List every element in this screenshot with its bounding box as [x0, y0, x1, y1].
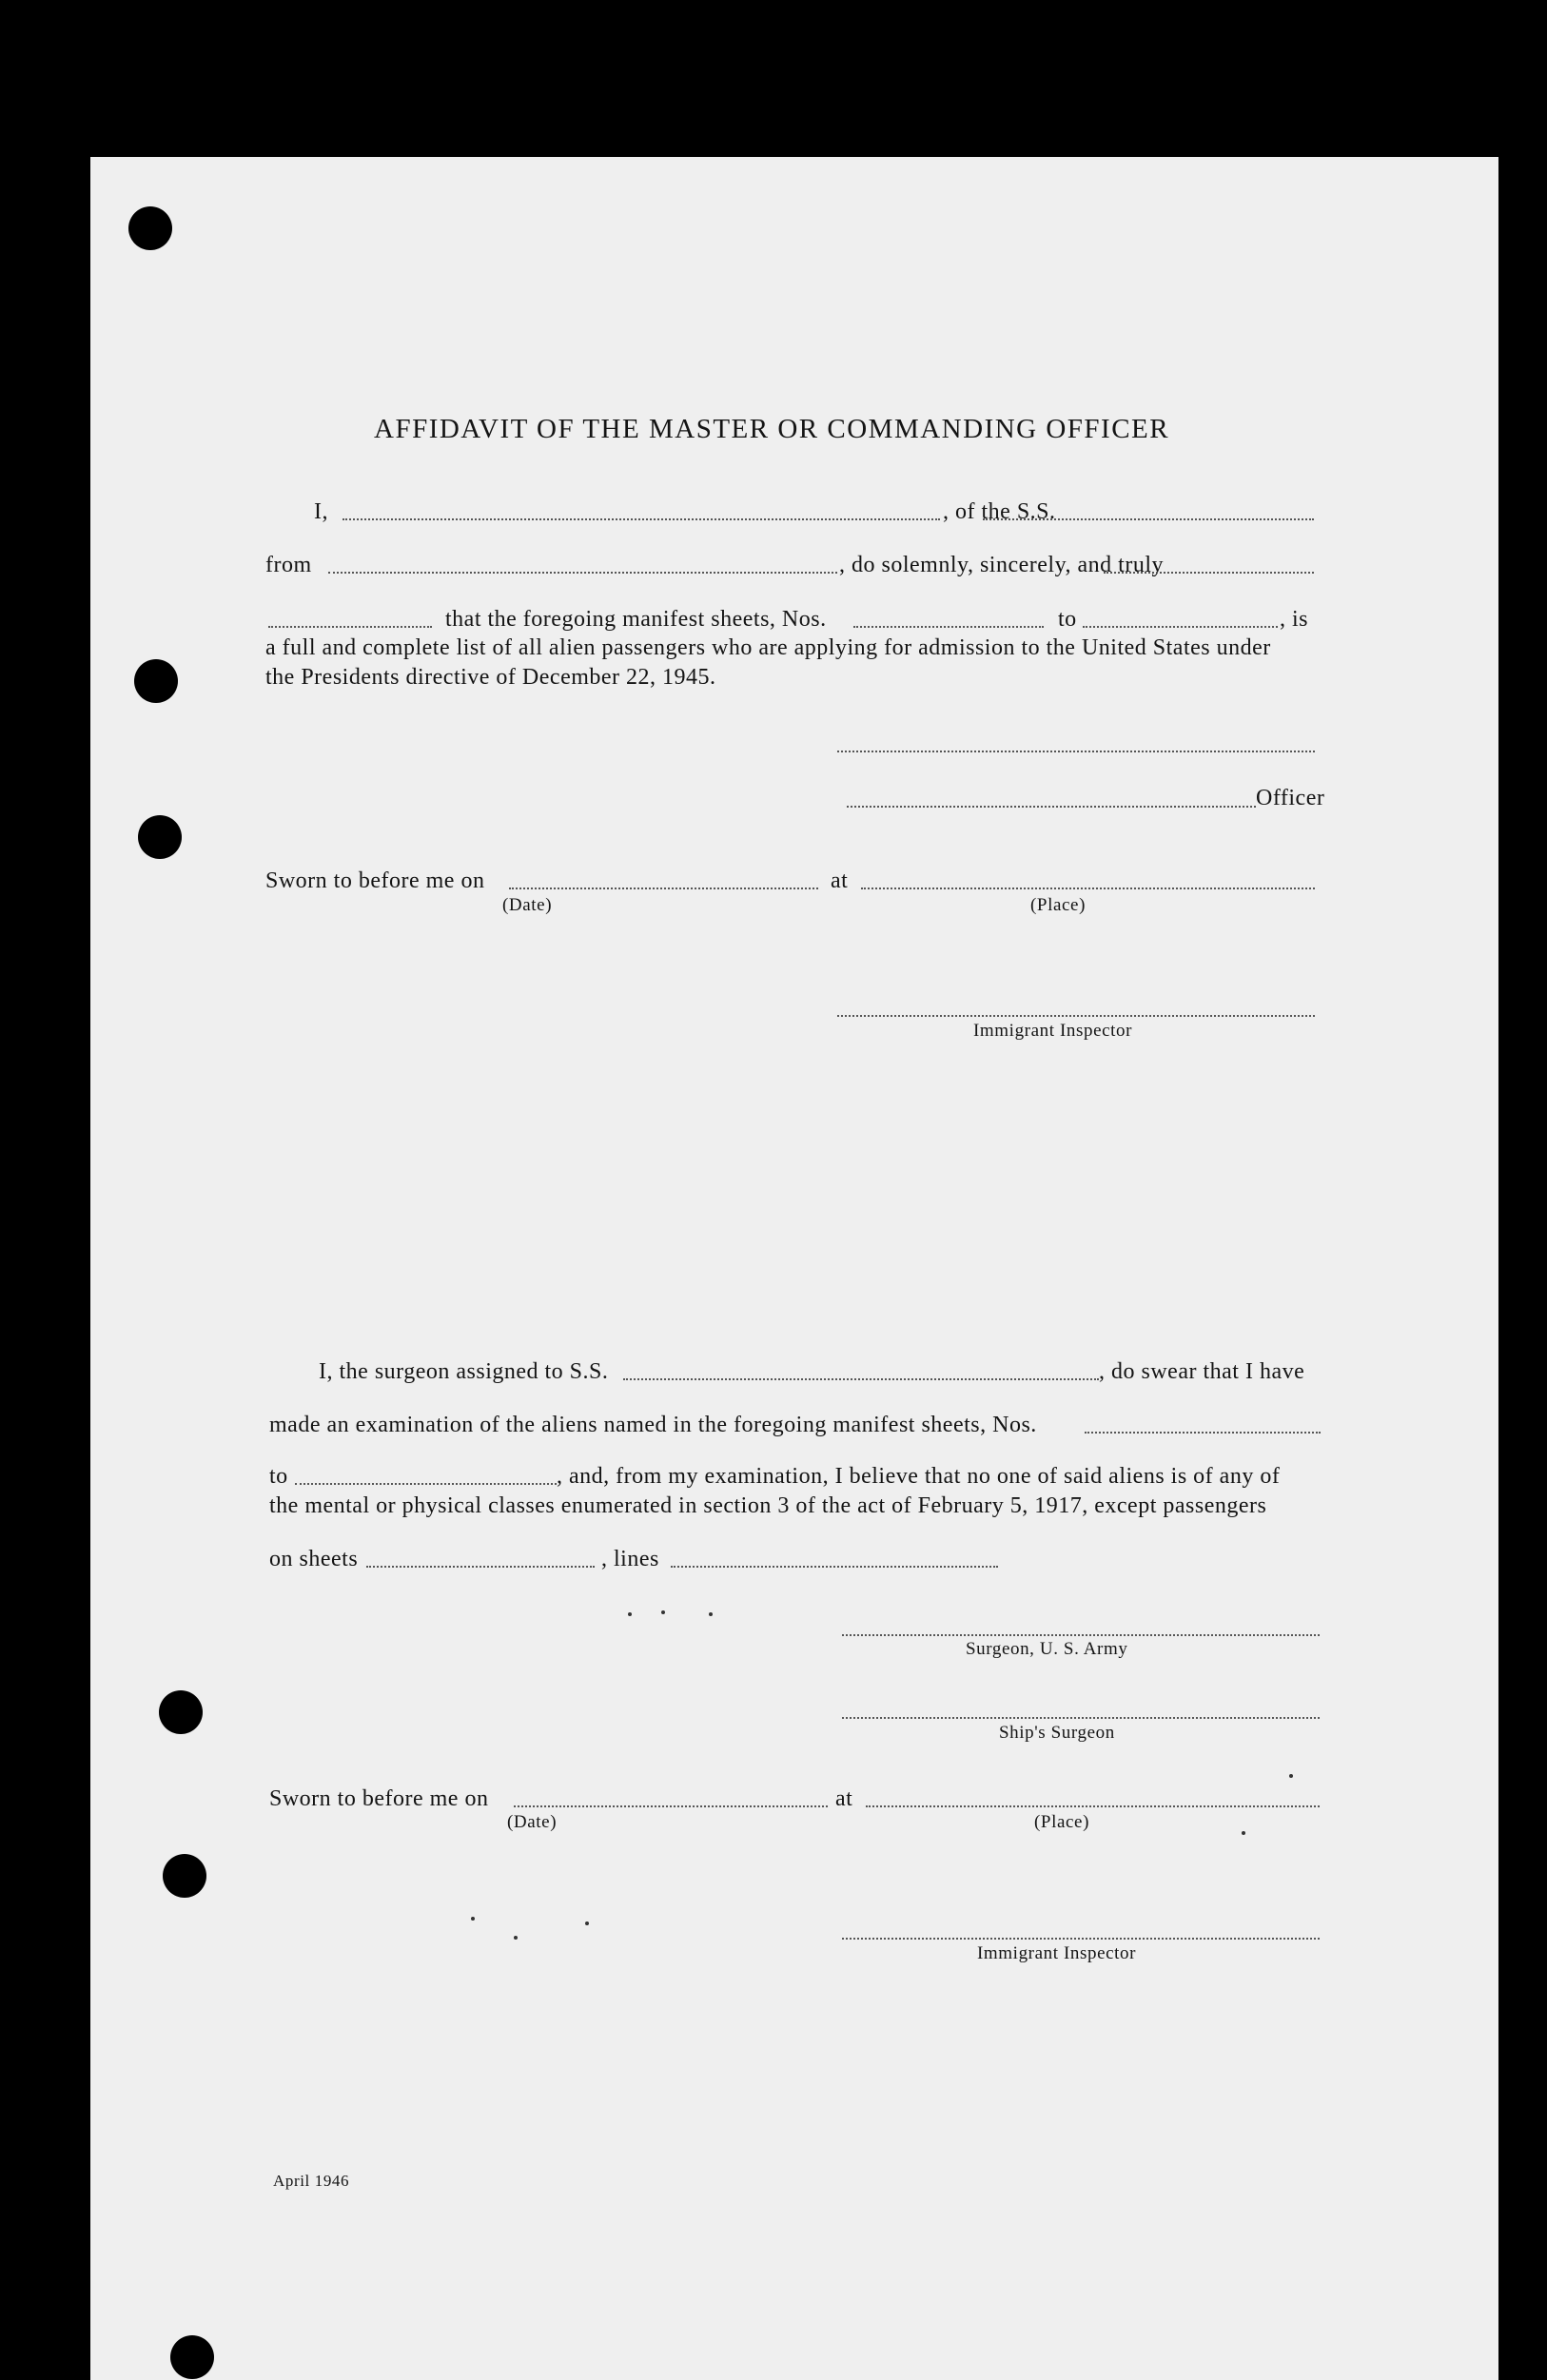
- ships-surgeon-caption: Ship's Surgeon: [999, 1723, 1115, 1743]
- master-solemnly-label: , do solemnly, sincerely, and truly: [839, 553, 1164, 577]
- surgeon-nos-to-field[interactable]: [295, 1483, 557, 1485]
- master-is-label: , is: [1280, 607, 1309, 632]
- surgeon-inspector-caption: Immigrant Inspector: [977, 1943, 1137, 1963]
- punch-hole: [128, 206, 172, 250]
- punch-hole: [163, 1854, 206, 1898]
- ships-surgeon-signature-line[interactable]: [842, 1717, 1320, 1719]
- master-nos-from-field[interactable]: [853, 626, 1044, 628]
- master-from-field[interactable]: [328, 572, 837, 574]
- surgeon-sheets-label: on sheets: [269, 1547, 359, 1571]
- master-statement-line: a full and complete list of all alien passengers who are applying for admission to the United States under: [265, 635, 1271, 660]
- surgeon-assigned-label: I, the surgeon assigned to S.S.: [319, 1359, 609, 1384]
- surgeon-sworn-place-field[interactable]: [866, 1805, 1320, 1807]
- officer-label: Officer: [1256, 786, 1325, 810]
- master-place-caption: (Place): [1030, 895, 1086, 915]
- surgeon-sheets-field[interactable]: [366, 1566, 595, 1568]
- master-oath-field[interactable]: [1104, 572, 1314, 574]
- form-sheet: [90, 157, 1498, 2380]
- master-inspector-signature-line[interactable]: [837, 1015, 1315, 1017]
- master-sworn-date-field[interactable]: [509, 888, 818, 889]
- punch-hole: [134, 659, 178, 703]
- master-to-label: to: [1058, 607, 1077, 632]
- master-sworn-label: Sworn to before me on: [265, 868, 485, 893]
- surgeon-lines-field[interactable]: [671, 1566, 998, 1568]
- surgeon-date-caption: (Date): [507, 1812, 558, 1832]
- master-of-ss-label: , of the S.S.: [943, 499, 1056, 524]
- surgeon-ship-field[interactable]: [623, 1378, 1099, 1380]
- punch-hole: [138, 815, 182, 859]
- surgeon-lines-label: , lines: [601, 1547, 659, 1571]
- surgeon-sworn-date-field[interactable]: [514, 1805, 828, 1807]
- surgeon-place-caption: (Place): [1034, 1812, 1089, 1832]
- surgeon-belief-line: , and, from my examination, I believe that no one of said aliens is of any of: [557, 1464, 1281, 1489]
- master-name-field[interactable]: [343, 518, 940, 520]
- master-directive-line: the Presidents directive of December 22, 1945.: [265, 665, 716, 690]
- surgeon-to-label: to: [269, 1464, 288, 1489]
- master-from-label: from: [265, 553, 312, 577]
- master-date-caption: (Date): [502, 895, 553, 915]
- paper-speck: [1289, 1774, 1293, 1778]
- officer-signature-line-1[interactable]: [837, 751, 1315, 752]
- master-nos-to-field[interactable]: [1083, 626, 1278, 628]
- punch-hole: [170, 2335, 214, 2379]
- army-surgeon-signature-line[interactable]: [842, 1634, 1320, 1636]
- master-ship-field[interactable]: [983, 518, 1314, 520]
- paper-speck: [471, 1917, 475, 1921]
- surgeon-at-label: at: [835, 1786, 853, 1811]
- army-surgeon-caption: Surgeon, U. S. Army: [966, 1639, 1128, 1659]
- master-i-label: I,: [314, 499, 328, 524]
- paper-speck: [514, 1936, 518, 1940]
- paper-speck: [628, 1612, 632, 1616]
- paper-speck: [661, 1610, 665, 1614]
- master-at-label: at: [831, 868, 849, 893]
- surgeon-classes-line: the mental or physical classes enumerated in section 3 of the act of February 5, 1917, except passengers: [269, 1493, 1267, 1518]
- surgeon-nos-from-field[interactable]: [1085, 1432, 1321, 1434]
- affidavit-title: AFFIDAVIT OF THE MASTER OR COMMANDING OFFICER: [374, 414, 1170, 444]
- officer-signature-line-2[interactable]: [847, 806, 1256, 808]
- surgeon-examination-line: made an examination of the aliens named in the foregoing manifest sheets, Nos.: [269, 1413, 1037, 1437]
- master-inspector-caption: Immigrant Inspector: [973, 1021, 1133, 1041]
- master-foregoing-label: that the foregoing manifest sheets, Nos.: [445, 607, 827, 632]
- paper-speck: [585, 1922, 589, 1925]
- paper-speck: [709, 1612, 713, 1616]
- paper-speck: [1242, 1831, 1245, 1835]
- master-oath-continued-field[interactable]: [268, 626, 432, 628]
- form-date: April 1946: [273, 2172, 350, 2190]
- punch-hole: [159, 1690, 203, 1734]
- surgeon-sworn-label: Sworn to before me on: [269, 1786, 489, 1811]
- master-sworn-place-field[interactable]: [861, 888, 1315, 889]
- surgeon-inspector-signature-line[interactable]: [842, 1938, 1320, 1940]
- surgeon-swear-label: , do swear that I have: [1099, 1359, 1305, 1384]
